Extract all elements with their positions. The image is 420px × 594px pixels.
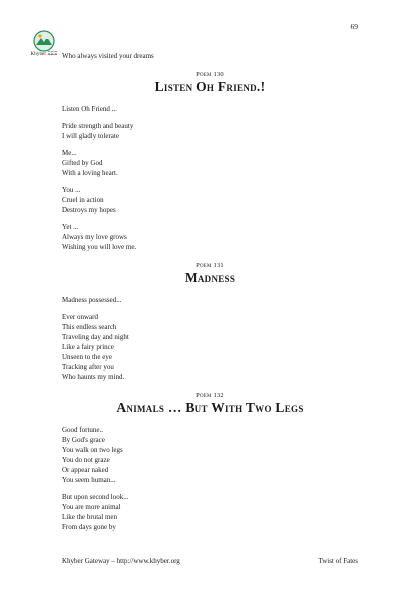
poem-line: Or appear naked xyxy=(62,466,109,474)
stanza xyxy=(62,148,358,178)
poem-line: But upon second look... xyxy=(62,493,129,501)
poem-line: I will gladly tolerate xyxy=(62,132,119,140)
poem-line: You seem human... xyxy=(62,476,116,484)
poem-line: You do not graze xyxy=(62,456,110,464)
stanza xyxy=(62,295,358,305)
khyber-logo xyxy=(24,30,64,57)
poem-line: With a loving heart. xyxy=(62,169,118,177)
poem-line: You ... xyxy=(62,186,81,194)
poem-line: Wishing you will love me. xyxy=(62,243,137,251)
footer-book-title: Twist of Fates xyxy=(318,557,358,565)
poem-line: Yet ... xyxy=(62,223,79,231)
poem-131 xyxy=(62,262,358,382)
poem-line: Cruel in action xyxy=(62,196,104,204)
page-footer xyxy=(62,557,358,565)
poem-line: This endless search xyxy=(62,323,117,331)
poem-line: Gifted by God xyxy=(62,159,103,167)
poem-title: Animals … But With Two Legs xyxy=(116,400,304,415)
poem-line: Pride strength and beauty xyxy=(62,122,134,130)
poem-line: Good fortune.. xyxy=(62,426,104,434)
mountain-logo-icon xyxy=(33,30,55,52)
poem-line: Like the brutal men xyxy=(62,513,118,521)
poem-line: You walk on two legs xyxy=(62,446,123,454)
poem-line: From days gone by xyxy=(62,523,116,531)
stanza xyxy=(62,104,358,114)
footer-source: Khyber Gateway – http://www.khyber.org xyxy=(62,557,180,565)
poem-title: Listen Oh Friend.! xyxy=(154,79,266,94)
poem-line: By God's grace xyxy=(62,436,105,444)
poem-line: Tracking after you xyxy=(62,363,114,371)
stanza xyxy=(62,312,358,382)
stanza xyxy=(62,222,358,252)
stanza xyxy=(62,121,358,141)
poem-line: Unseen to the eye xyxy=(62,353,112,361)
poem-132 xyxy=(62,392,358,532)
poem-line: Listen Oh Friend ... xyxy=(62,105,117,113)
poem-130 xyxy=(62,71,358,252)
stanza xyxy=(62,425,358,485)
poem-line: You are more animal xyxy=(62,503,121,511)
poem-label: Poem 132 xyxy=(196,392,224,399)
poem-label: Poem 130 xyxy=(196,71,224,78)
stanza xyxy=(62,492,358,532)
poem-label: Poem 131 xyxy=(196,262,224,269)
poem-line: Destroys my hopes xyxy=(62,206,116,214)
poem-line: Madness possessed... xyxy=(62,296,122,304)
poem-line: Like a fairy prince xyxy=(62,343,114,351)
page-content xyxy=(62,51,358,539)
poem-line: Traveling day and night xyxy=(62,333,129,341)
page-number: 69 xyxy=(350,22,358,31)
logo-text: Khyber ΞΞΞ xyxy=(30,52,58,57)
stanza xyxy=(62,185,358,215)
poem-line: Ever onward xyxy=(62,313,98,321)
poem-title: Madness xyxy=(184,270,236,285)
poem-line: Always my love grows xyxy=(62,233,127,241)
poem-line: Me... xyxy=(62,149,77,157)
intro-line: Who always visited your dreams xyxy=(62,52,154,60)
poem-line: Who haunts my mind. xyxy=(62,373,125,381)
